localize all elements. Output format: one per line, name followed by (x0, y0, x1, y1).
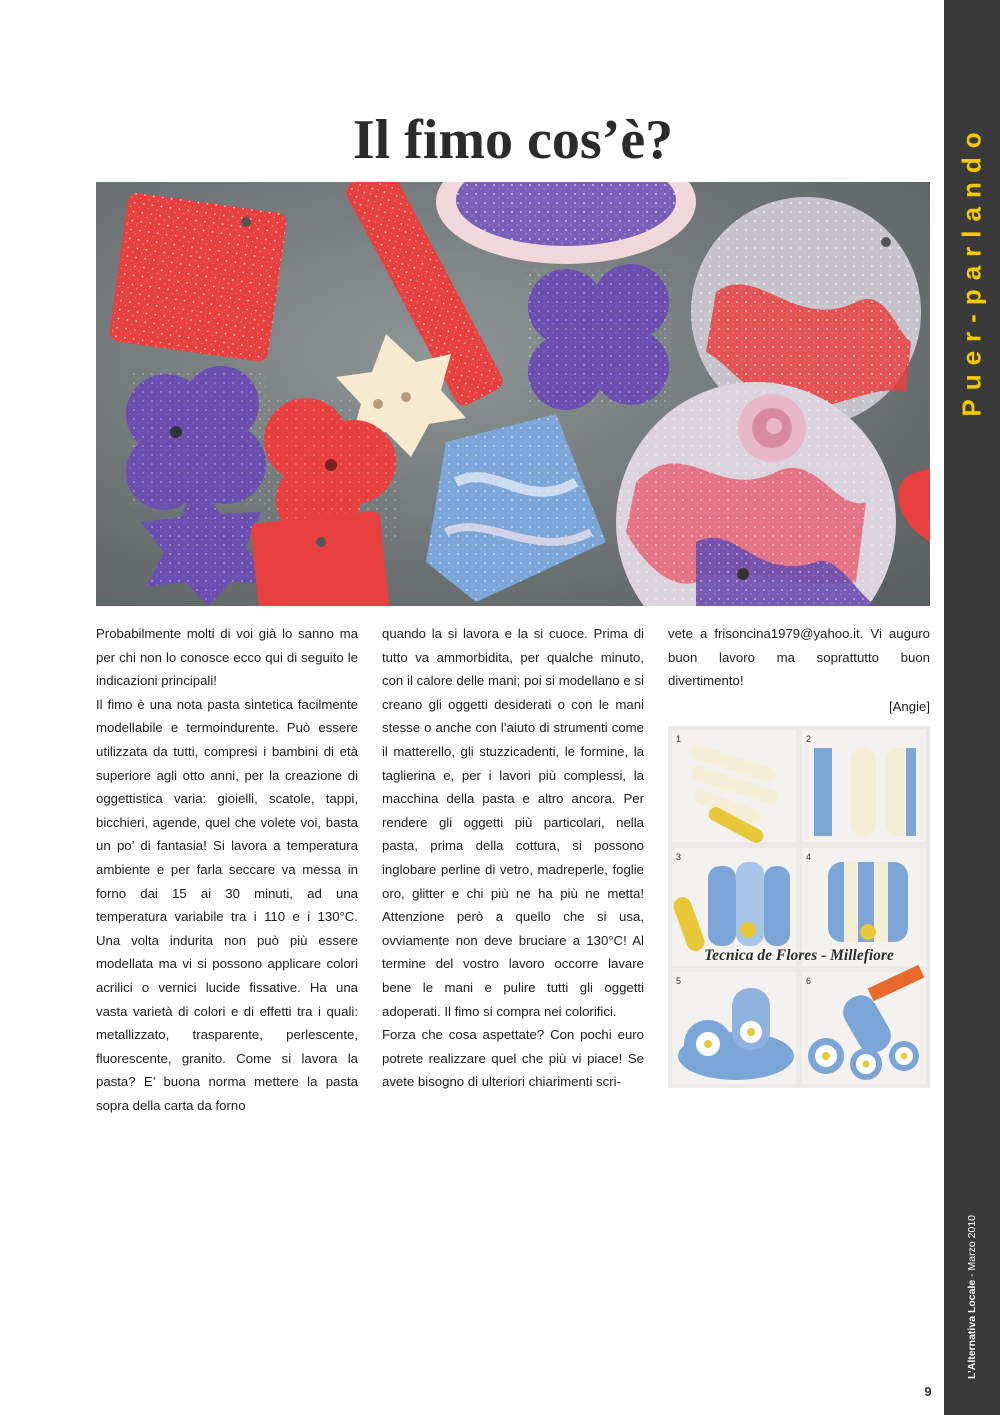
step-5-label: 5 (676, 976, 682, 986)
step-2-rolls (802, 730, 926, 842)
pink-rose-piece (738, 394, 806, 462)
fimo-objects-illustration (96, 182, 930, 606)
step-2-label: 2 (806, 734, 812, 744)
article-column-1 (96, 622, 358, 1117)
technique-caption: Tecnica de Flores - Millefiore (704, 947, 894, 964)
step-1-label: 1 (676, 734, 682, 744)
issue-date: - Marzo 2010 (966, 1215, 978, 1280)
red-square-piece (108, 192, 287, 363)
footer-credit (966, 1215, 978, 1379)
publication-name: L’Alternativa Locale (966, 1279, 978, 1379)
step-5-rolled-cane (672, 972, 796, 1084)
paragraph: quando la si lavora e la si cuoce. Prima di tutto va ammorbidita, per qualche minuto, con il calore delle mani; poi si modellano e si creano gli oggetti desiderati o con le mani stesse o anche con l’aiuto di strumenti come il matterello, gli stuzzicadenti, le formine, la taglierina e, per i lavori più complessi, la macchina della pasta e altro ancora. Per rendere gli oggetti più particolari, nella pasta, prima della cottura, si possono inglobare perline di vetro, madreperle, foglie oro, glitter e chi più ne ha più ne metta! Attenzione però a quello che si usa, ovviamente non deve bruciare a 130°C! Al termine del vostro lavoro occorre lavare bene le mani e pulire tutti gli oggetti adoperati. Il fimo si compra nei colorifici. (382, 626, 644, 1019)
step-6-label: 6 (806, 976, 812, 986)
article-column-2 (382, 622, 644, 1094)
paragraph: Probabilmente molti di voi già lo sanno ma per chi non lo conosce ecco qui di seguito le indicazioni principali! (96, 626, 358, 689)
steps-grid-illustration (668, 726, 930, 1088)
article-column-3 (668, 622, 930, 718)
paragraph: Il fimo è una nota pasta sintetica facilmente modellabile e termoindurente. Può essere utilizzata da tutti, compresi i bambini di età superiore agli otto anni, per la creazione di oggettistica varia: gioielli, scatole, tappi, bicchieri, agende, quel che volete voi, basta un po’ di fantasia! Si lavora a temperatura ambiente e per farla seccare va messa in forno dai 15 ai 30 minuti, ad una temperatura variabile tra i 110 e i 130°C. Una volta indurita non può più essere modellata ma vi si possono applicare colori acrilici o vernici lucide fissative. Ha una vasta varietà di colori e di effetti tra i quali: metallizzato, trasparente, perlescente, fluorescente, granito. Come si lavora la pasta? E’ buona norma mettere la pasta sopra della carta da forno (96, 696, 358, 1113)
step-3-label: 3 (676, 852, 682, 862)
hero-photo-fimo-objects (96, 182, 930, 606)
millefiore-steps-photo (668, 726, 930, 1088)
step-1-cylinders (672, 730, 796, 845)
step-6-sliced-flowers (802, 965, 926, 1084)
paragraph: Forza che cosa aspettate? Con pochi euro potrete realizzare quel che più vi piace! Se avete bisogno di ulteriori chiarimenti scri- (382, 1027, 644, 1090)
red-square-bottom (250, 511, 392, 606)
author-signature: [Angie] (888, 698, 930, 714)
page-number: 9 (924, 1384, 932, 1399)
step-4-label: 4 (806, 852, 812, 862)
article-title: Il fimo cos’è? (352, 109, 674, 171)
paragraph: vete a frisoncina1979@yahoo.it. Vi auguro buon lavoro ma soprattutto buon divertimento! (668, 626, 930, 689)
section-label: Puer-parlando (956, 123, 987, 417)
purple-flower-piece (526, 264, 671, 410)
